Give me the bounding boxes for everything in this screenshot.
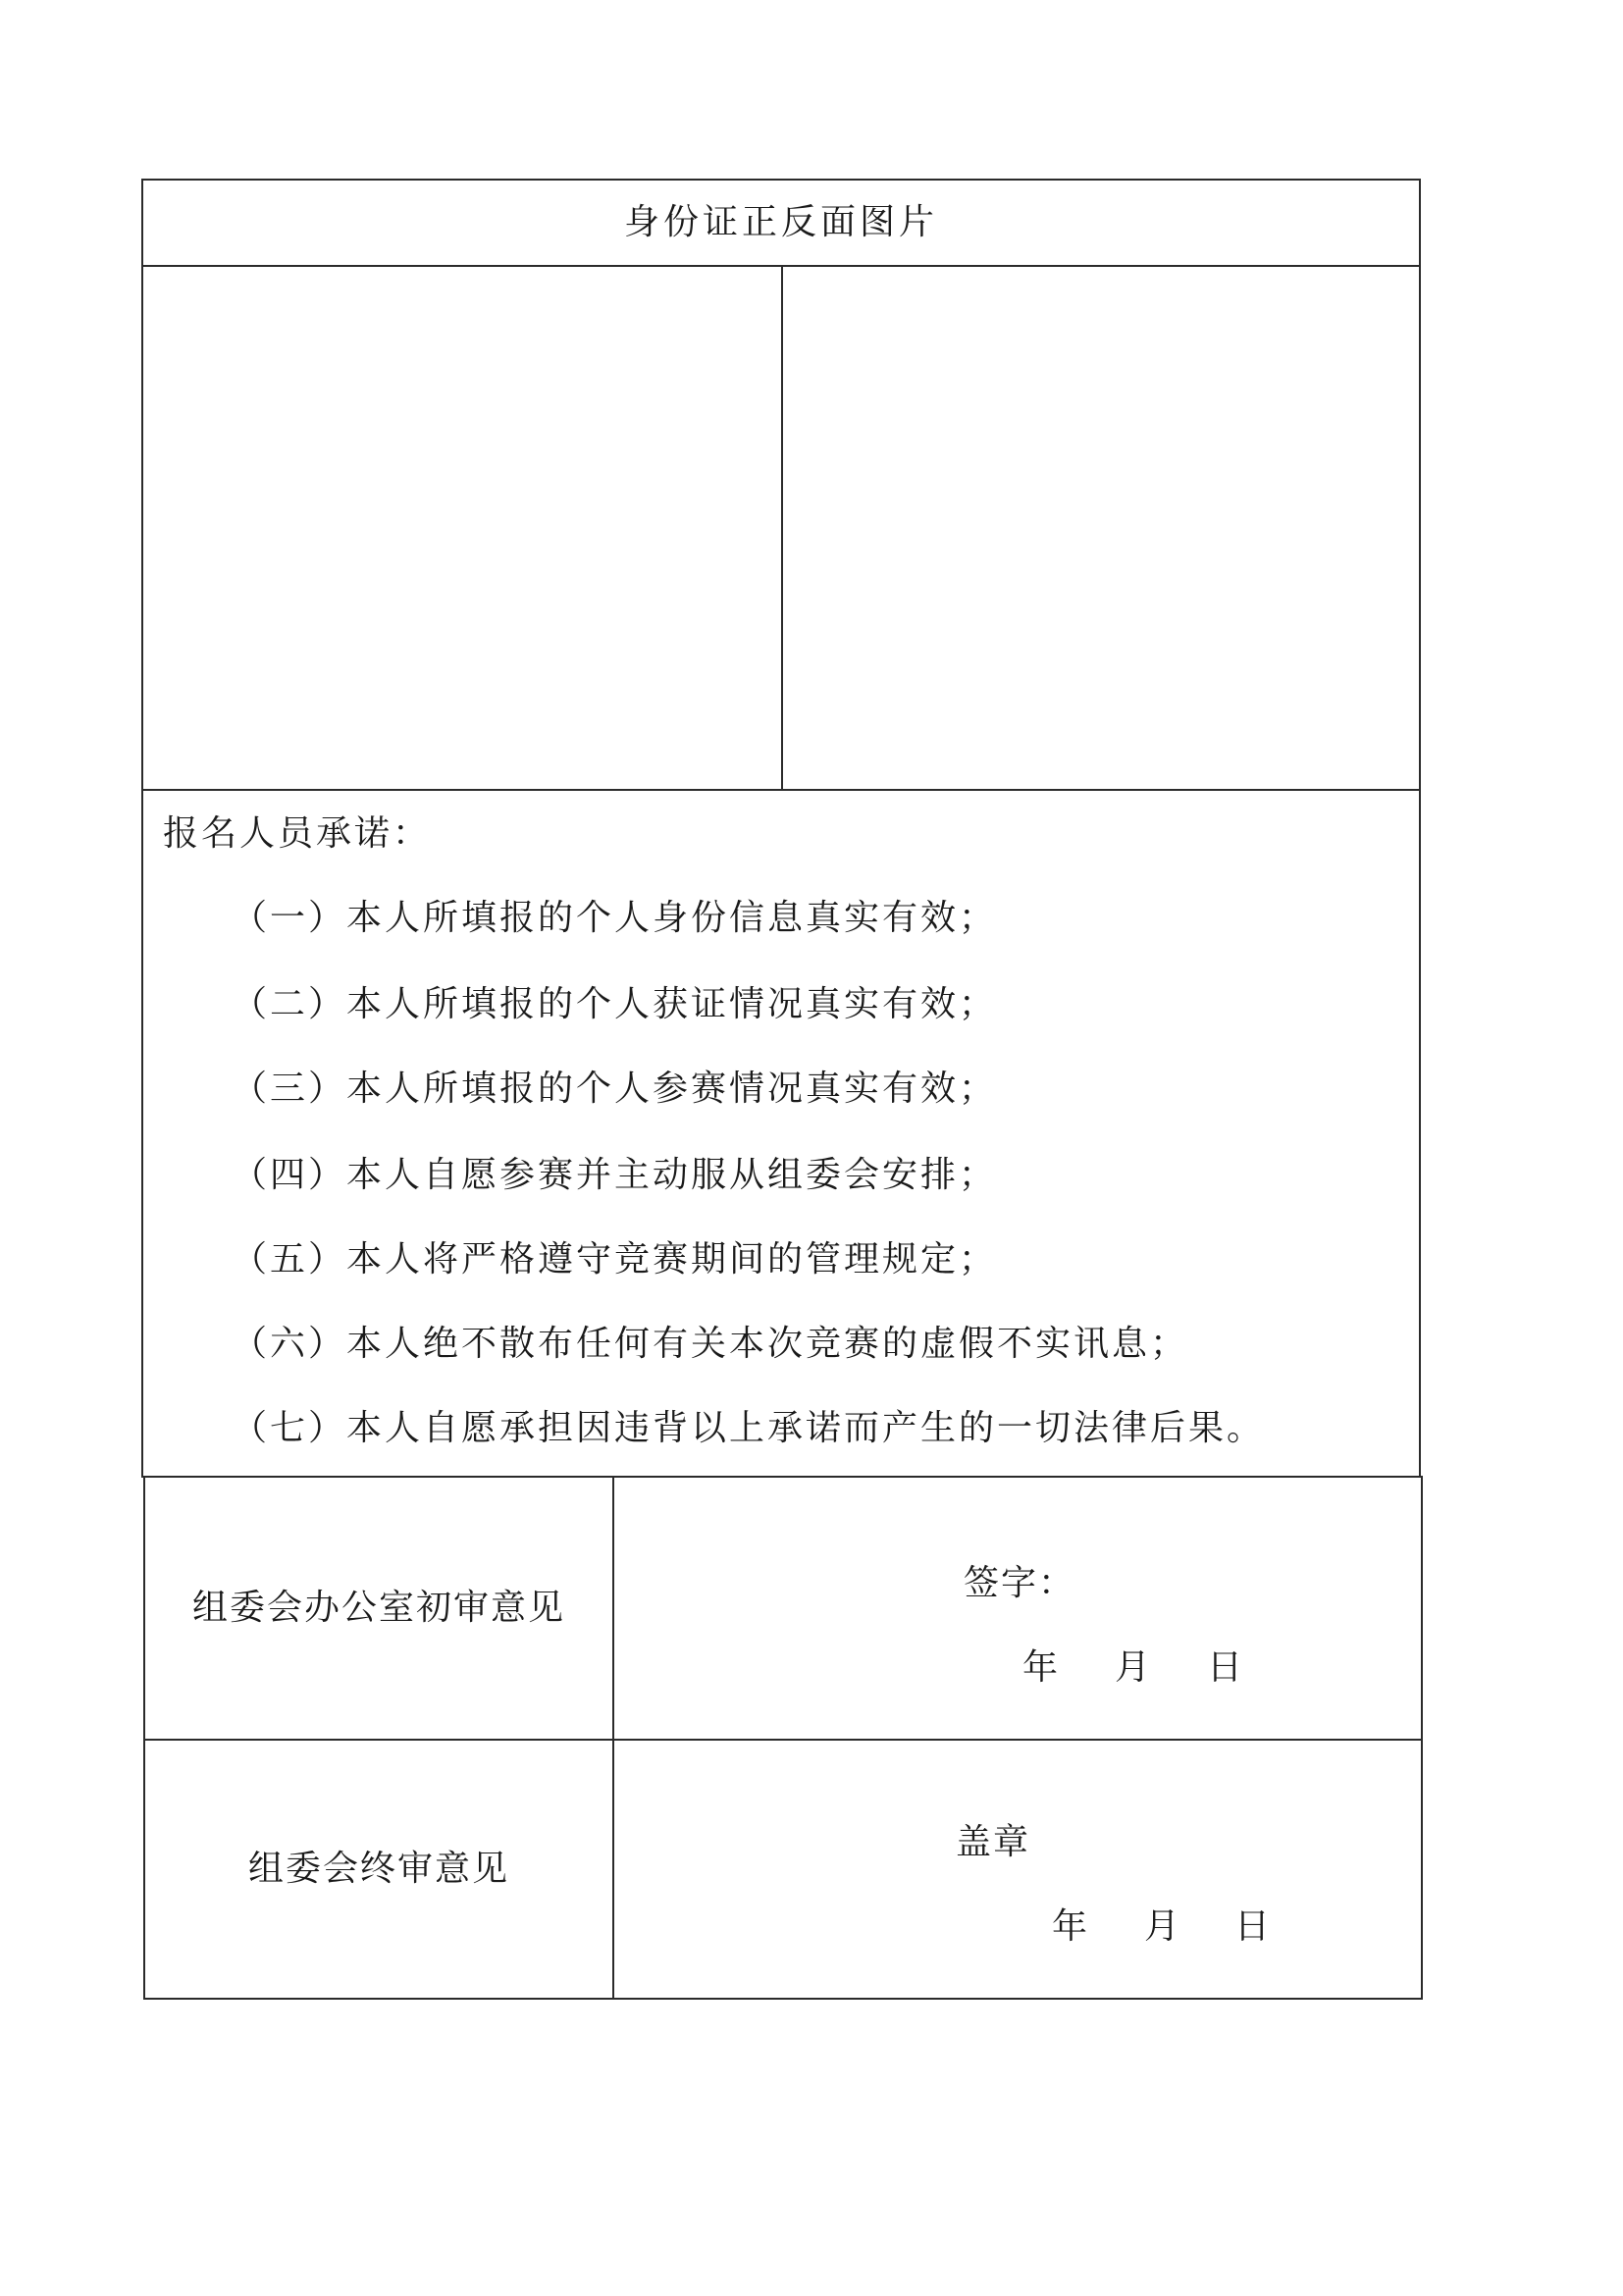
initial-review-year-label: 年: [1022, 1647, 1061, 1688]
pledge-item-7: （七）本人自愿承担因违背以上承诺而产生的一切法律后果。: [232, 1408, 1266, 1448]
pledge-item-3: （三）本人所填报的个人参赛情况真实有效；: [232, 1069, 998, 1109]
pledge-item-5: （五）本人将严格遵守竞赛期间的管理规定；: [232, 1239, 998, 1279]
initial-review-label: 组委会办公室初审意见: [191, 1588, 565, 1628]
pledge-section: [141, 789, 1421, 1478]
id-front-photo-area[interactable]: [141, 265, 783, 791]
registration-form: [141, 179, 1421, 1998]
initial-review-day-label: 日: [1207, 1647, 1245, 1688]
pledge-item-1: （一）本人所填报的个人身份信息真实有效；: [232, 898, 998, 938]
initial-review-sign-label: 签字：: [964, 1563, 1076, 1603]
id-photo-title-cell: [141, 179, 1421, 267]
final-review-label-cell: [143, 1739, 614, 2000]
final-review-seal-label: 盖章: [956, 1822, 1031, 1862]
id-back-photo-area[interactable]: [781, 265, 1421, 791]
pledge-item-4: （四）本人自愿参赛并主动服从组委会安排；: [232, 1155, 998, 1195]
id-photo-title: 身份证正反面图片: [623, 202, 938, 242]
pledge-item-6: （六）本人绝不散布任何有关本次竞赛的虚假不实讯息；: [232, 1324, 1189, 1364]
pledge-item-2: （二）本人所填报的个人获证情况真实有效；: [232, 984, 998, 1024]
final-review-seal-cell[interactable]: [612, 1739, 1423, 2000]
initial-review-label-cell: [143, 1476, 614, 1741]
final-review-year-label: 年: [1052, 1906, 1090, 1947]
pledge-heading: 报名人员承诺：: [163, 813, 432, 854]
final-review-label: 组委会终审意见: [247, 1849, 509, 1889]
initial-review-month-label: 月: [1115, 1647, 1153, 1688]
final-review-day-label: 日: [1234, 1906, 1273, 1947]
initial-review-sign-cell[interactable]: [612, 1476, 1423, 1741]
final-review-month-label: 月: [1144, 1906, 1182, 1947]
